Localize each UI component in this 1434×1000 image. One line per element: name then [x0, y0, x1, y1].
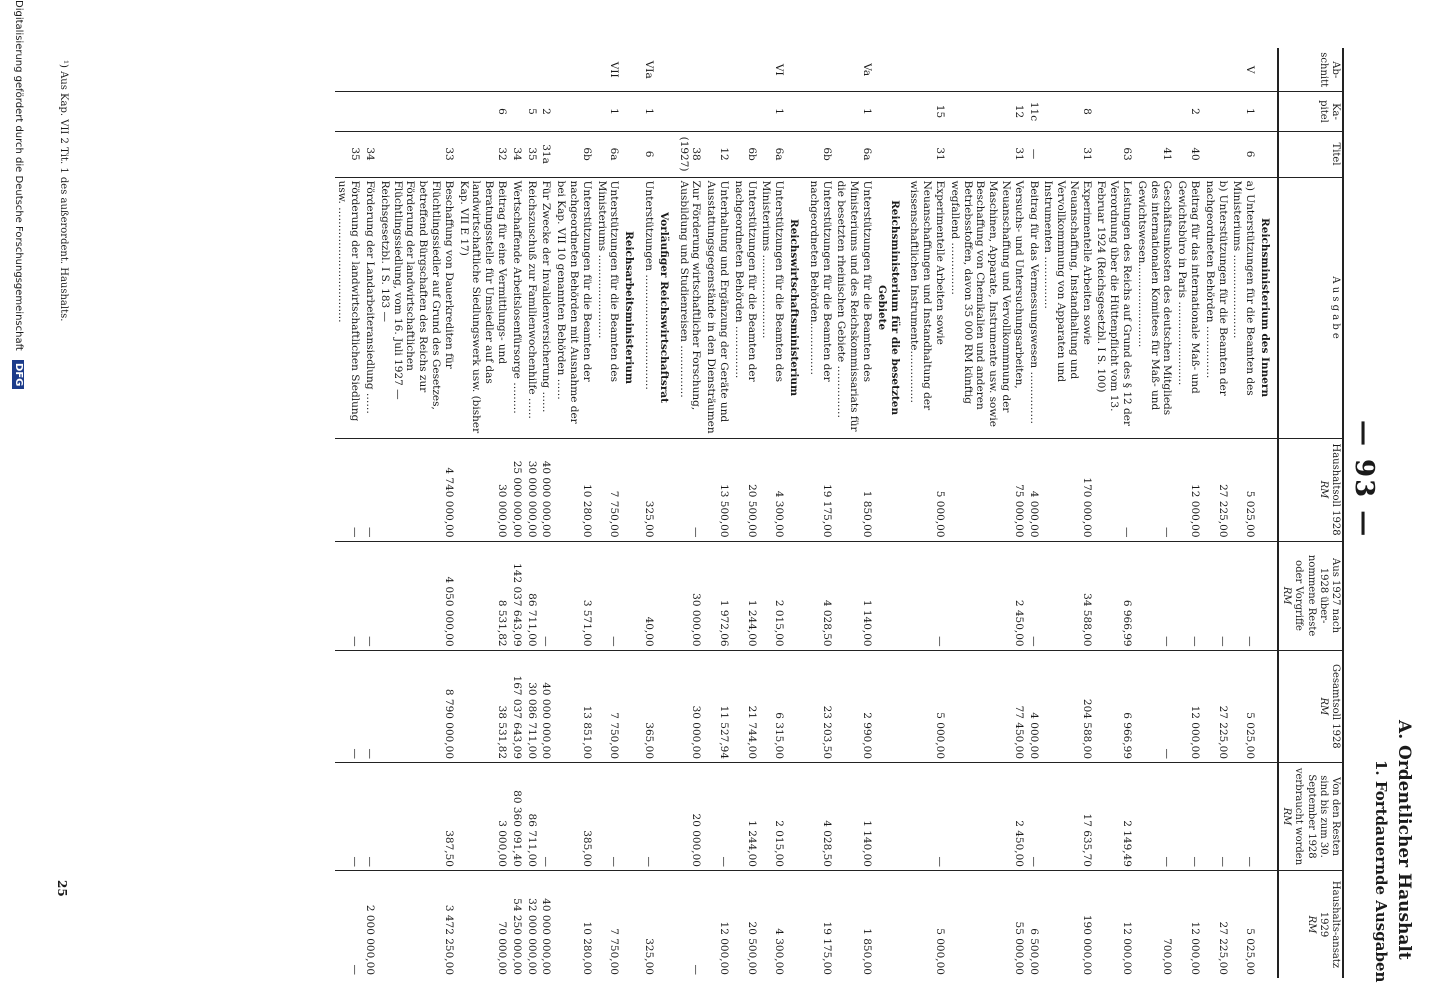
- abschnitt-cell: [947, 48, 1026, 92]
- gesamt-cell: 30 000,00: [676, 650, 704, 762]
- verbraucht-cell: 17 635,70: [1041, 763, 1094, 871]
- ausgabe-cell: Leistungen des Reichs auf Grund des § 12 der Verordnung über die Hüttenpflicht vom 13. Februar 1924 (Reichsgesetzbl. I S. 100): [1094, 177, 1134, 438]
- gesamt-cell: 5 000,00: [907, 650, 947, 762]
- titel-cell: 35: [524, 131, 539, 177]
- soll-1928-cell: 25 000 000,00: [509, 438, 524, 541]
- abschnitt-cell: [377, 48, 456, 92]
- table-row: [731, 48, 759, 978]
- gesamt-cell: 11 527,94: [703, 650, 731, 762]
- table-row: [1041, 48, 1094, 978]
- section-heading-row: [621, 48, 641, 978]
- page-title: A. Ordentlicher Haushalt: [1394, 720, 1414, 960]
- kapitel-cell: 2: [539, 92, 554, 131]
- abschnitt-cell: [1134, 48, 1174, 92]
- dfg-logo: DFG: [12, 360, 24, 389]
- ansatz-1929-cell: —: [335, 870, 363, 978]
- reste-cell: —: [1134, 541, 1174, 650]
- page-subtitle: 1. Fortdauernde Ausgaben: [1372, 760, 1390, 983]
- reste-cell: —: [335, 541, 363, 650]
- ausgabe-cell: Unterstützungen für die Beamten der nachgeordneten Behörden……………: [806, 177, 834, 438]
- ansatz-1929-cell: 10 280,00: [553, 870, 593, 978]
- footnote: ¹) Aus Kap. VII 2 Tit. 1 des außerordent. Haushalts.: [58, 60, 69, 322]
- ausgabe-cell: Reichszuschuß zur Familienwochenhilfe ……: [524, 177, 539, 438]
- ansatz-1929-cell: 6 500,00: [1026, 870, 1041, 978]
- page-signature: 25: [55, 880, 69, 897]
- section-heading: Reichsarbeitsministerium: [621, 177, 641, 438]
- abschnitt-cell: V: [1244, 65, 1257, 74]
- verbraucht-cell: 86 711,00: [524, 763, 539, 871]
- ausgabe-cell: Unterstützungen für die Beamten des Ministeriums und des Reichskommissariats für die besetzten rheinischen Gebiete ……………: [834, 177, 874, 438]
- abschnitt-cell: [1041, 48, 1094, 92]
- table-row: [377, 48, 456, 978]
- kapitel-cell: [806, 92, 834, 131]
- kapitel-cell: 2: [1174, 92, 1202, 131]
- table-row: [806, 48, 834, 978]
- gesamt-cell: 38 531,82: [456, 650, 509, 762]
- verbraucht-cell: —: [335, 763, 363, 871]
- titel-cell: 6: [1230, 131, 1258, 177]
- titel-cell: 6a: [834, 131, 874, 177]
- table-row: [539, 48, 554, 978]
- table-row: [1174, 48, 1202, 978]
- reste-cell: —: [594, 541, 622, 650]
- table-row: [456, 48, 509, 978]
- kapitel-cell: [1202, 92, 1230, 131]
- titel-cell: 6a: [759, 131, 787, 177]
- ausgabe-cell: Wertschaffende Arbeitslosenfürsorge ………: [509, 177, 524, 438]
- section-heading: Reichsministerium des Innern: [1257, 177, 1278, 438]
- kapitel-cell: [362, 92, 377, 131]
- verbraucht-cell: 1 140,00: [834, 763, 874, 871]
- titel-cell: 33: [377, 131, 456, 177]
- section-heading: Reichswirtschaftsministerium: [786, 177, 806, 438]
- verbraucht-cell: 2 450,00: [947, 763, 1026, 871]
- col-titel: Titel: [1278, 131, 1343, 177]
- table-row: [553, 48, 593, 978]
- ansatz-1929-cell: 32 000 000,00: [524, 870, 539, 978]
- col-ausgabe: A u s g a b e: [1278, 177, 1343, 438]
- ansatz-1929-cell: 20 500,00: [731, 870, 759, 978]
- kapitel-cell: 1: [834, 92, 874, 131]
- ansatz-1929-cell: 7 750,00: [594, 870, 622, 978]
- titel-cell: [1202, 131, 1230, 177]
- abschnitt-cell: VI: [773, 63, 786, 76]
- verbraucht-cell: —: [1026, 763, 1041, 871]
- verbraucht-cell: —: [641, 763, 656, 871]
- reste-cell: 34 588,00: [1041, 541, 1094, 650]
- abschnitt-cell: [539, 48, 554, 92]
- kapitel-cell: 8: [1041, 92, 1094, 131]
- section-heading-row: [874, 48, 907, 978]
- titel-cell: 63: [1094, 131, 1134, 177]
- gesamt-cell: 23 203,50: [806, 650, 834, 762]
- table-row: [509, 48, 524, 978]
- titel-cell: 6: [641, 131, 656, 177]
- soll-1928-cell: 1 850,00: [834, 438, 874, 541]
- titel-cell: 31a: [539, 131, 554, 177]
- col-reste: Aus 1927 nach 1928 über-nommene Reste oder Vorgriffe RM: [1278, 541, 1343, 650]
- soll-1928-cell: 4 000,00: [1026, 438, 1041, 541]
- verbraucht-cell: —: [362, 763, 377, 871]
- reste-cell: 6 966,99: [1094, 541, 1134, 650]
- abschnitt-cell: [362, 48, 377, 92]
- kapitel-cell: 15: [907, 92, 947, 131]
- table-row: [362, 48, 377, 978]
- soll-1928-cell: 7 750,00: [594, 438, 622, 541]
- gesamt-cell: 6 966,99: [1094, 650, 1134, 762]
- kapitel-cell: [335, 92, 363, 131]
- ausgabe-cell: Experimentelle Arbeiten sowie Neuanschaffung, Instandhaltung und Vervollkommnung von Apparaten und Instrumenten ……………: [1041, 177, 1094, 438]
- verbraucht-cell: —: [1230, 763, 1258, 871]
- ausgabe-cell: Unterstützungen für die Beamten des Ministeriums ……………………: [759, 177, 787, 438]
- soll-1928-cell: —: [335, 438, 363, 541]
- abschnitt-cell: [1026, 48, 1041, 92]
- ansatz-1929-cell: 5 025,00: [1230, 870, 1258, 978]
- ausgabe-cell: a) Unterstützungen für die Beamten des Ministeriums ……………………: [1230, 177, 1258, 438]
- titel-cell: —: [1026, 131, 1041, 177]
- reste-cell: 86 711,00: [524, 541, 539, 650]
- abschnitt-cell: [907, 48, 947, 92]
- abschnitt-cell: VII: [608, 61, 621, 78]
- ausgabe-cell: Beitrag für eine Vermittlungs- und Beratungsstelle für Umsiedler auf das landwirtschaftliche Siedlungswerk usw. (bisher Kap. VII E 17): [456, 177, 509, 438]
- reste-cell: —: [1174, 541, 1202, 650]
- section-heading-row: [786, 48, 806, 978]
- ausgabe-cell: Unterstützungen für die Beamten der nachgeordneten Behörden ……………: [731, 177, 759, 438]
- soll-1928-cell: 12 000,00: [1174, 438, 1202, 541]
- table-row: [834, 48, 874, 978]
- gesamt-cell: 4 000,00: [1026, 650, 1041, 762]
- reste-cell: —: [539, 541, 554, 650]
- abschnitt-cell: [553, 48, 593, 92]
- kapitel-cell: 1: [594, 92, 622, 131]
- table-row: [594, 48, 622, 978]
- table-row: [1026, 48, 1041, 978]
- verbraucht-cell: —: [703, 763, 731, 871]
- titel-cell: 34: [362, 131, 377, 177]
- abschnitt-cell: [676, 48, 704, 92]
- ansatz-1929-cell: 27 225,00: [1202, 870, 1230, 978]
- gesamt-cell: 204 588,00: [1041, 650, 1094, 762]
- table-row: [907, 48, 947, 978]
- abschnitt-cell: [1094, 48, 1134, 92]
- ausgabe-cell: Für Zwecke der Invalidenversicherung ……: [539, 177, 554, 438]
- titel-cell: 6b: [553, 131, 593, 177]
- table-row: [524, 48, 539, 978]
- soll-1928-cell: 4 300,00: [759, 438, 787, 541]
- soll-1928-cell: —: [362, 438, 377, 541]
- ausgabe-cell: Beschaffung von Dauerkrediten für Flüchtlingssiedler auf Grund des Gesetzes, betreffend Bürgschaften des Reichs zur Förderung der landwirtschaftlichen Flüchtlingssiedlung, vom 16. Juli 1927 — Reichsgesetzbl. I S. 183 —: [377, 177, 456, 438]
- soll-1928-cell: 4 740 000,00: [377, 438, 456, 541]
- abschnitt-cell: Va: [860, 63, 873, 77]
- reste-cell: 1 140,00: [834, 541, 874, 650]
- gesamt-cell: 30 086 711,00: [524, 650, 539, 762]
- kapitel-cell: 11c: [1026, 92, 1041, 131]
- soll-1928-cell: 19 175,00: [806, 438, 834, 541]
- gesamt-cell: 167 037 643,09: [509, 650, 524, 762]
- ansatz-1929-cell: 325,00: [641, 870, 656, 978]
- ausgabe-cell: Geschäftsunkosten des deutschen Mitglieds des internationalen Komitees für Maß- und Gewichtswesen……………………: [1134, 177, 1174, 438]
- soll-1928-cell: 20 500,00: [731, 438, 759, 541]
- section-heading: Reichsministerium für die besetzten Gebiete: [874, 177, 907, 438]
- verbraucht-cell: —: [1134, 763, 1174, 871]
- ausgabe-cell: Förderung der landwirtschaftlichen Siedlung usw. ……………………………: [335, 177, 363, 438]
- reste-cell: 3 571,00: [553, 541, 593, 650]
- gesamt-cell: 7 750,00: [594, 650, 622, 762]
- ansatz-1929-cell: 2 000 000,00: [362, 870, 377, 978]
- kapitel-cell: [703, 92, 731, 131]
- ansatz-1929-cell: 54 250 000,00: [509, 870, 524, 978]
- ausgabe-cell: Unterhaltung und Ergänzung der Geräte und Ausstattungsgegenstände in den Diensträumen: [703, 177, 731, 438]
- soll-1928-cell: —: [676, 438, 704, 541]
- ausgabe-cell: Unterstützungen für die Beamten des Ministeriums ……………………: [594, 177, 622, 438]
- ansatz-1929-cell: 12 000,00: [1174, 870, 1202, 978]
- table-row: [335, 48, 363, 978]
- verbraucht-cell: 387,50: [377, 763, 456, 871]
- col-gesamt: Gesamtsoll 1928 RM: [1278, 650, 1343, 762]
- section-heading-row: [656, 48, 676, 978]
- abschnitt-cell: [509, 48, 524, 92]
- ausgabe-cell: Beitrag für das internationale Maß- und Gewichtsbüro in Paris ……………………: [1174, 177, 1202, 438]
- abschnitt-cell: [806, 48, 834, 92]
- col-ansatz-1929: Haushalts-ansatz 1929 RM: [1278, 870, 1343, 978]
- ansatz-1929-cell: 5 000,00: [907, 870, 947, 978]
- gesamt-cell: 5 025,00: [1230, 650, 1258, 762]
- kapitel-cell: 1: [759, 92, 787, 131]
- abschnitt-cell: [335, 48, 363, 92]
- abschnitt-cell: [1202, 48, 1230, 92]
- verbraucht-cell: —: [594, 763, 622, 871]
- page-number: — 93 —: [1349, 420, 1379, 539]
- titel-cell: 31: [947, 131, 1026, 177]
- gesamt-cell: 8 790 000,00: [377, 650, 456, 762]
- titel-cell: 6b: [731, 131, 759, 177]
- verbraucht-cell: 2 149,49: [1094, 763, 1134, 871]
- gesamt-cell: 40 000 000,00: [539, 650, 554, 762]
- soll-1928-cell: 75 000,00: [947, 438, 1026, 541]
- verbraucht-cell: —: [539, 763, 554, 871]
- kapitel-cell: 12: [947, 92, 1026, 131]
- soll-1928-cell: 13 500,00: [703, 438, 731, 541]
- kapitel-cell: [377, 92, 456, 131]
- reste-cell: 142 037 643,09: [509, 541, 524, 650]
- soll-1928-cell: —: [1134, 438, 1174, 541]
- titel-cell: 40: [1174, 131, 1202, 177]
- titel-cell: 38 (1927): [676, 131, 704, 177]
- reste-cell: —: [362, 541, 377, 650]
- col-kapitel: Ka-pitel: [1278, 92, 1343, 131]
- ausgabe-cell: b) Unterstützungen für die Beamten der nachgeordneten Behörden ……………: [1202, 177, 1230, 438]
- soll-1928-cell: 5 000,00: [907, 438, 947, 541]
- reste-cell: 30 000,00: [676, 541, 704, 650]
- reste-cell: 1 244,00: [731, 541, 759, 650]
- titel-cell: 31: [907, 131, 947, 177]
- verbraucht-cell: 3 000,00: [456, 763, 509, 871]
- table-row: [641, 48, 656, 978]
- ausgabe-cell: Zur Förderung wirtschaftlicher Forschung, Ausbildung und Studienreisen ……………: [676, 177, 704, 438]
- reste-cell: 2 015,00: [759, 541, 787, 650]
- col-verbraucht: Von den Resten sind bis zum 30. September 1928 verbraucht worden RM: [1278, 763, 1343, 871]
- kapitel-cell: [1094, 92, 1134, 131]
- ansatz-1929-cell: —: [676, 870, 704, 978]
- reste-cell: —: [1202, 541, 1230, 650]
- col-abschnitt: Ab-schnitt: [1278, 48, 1343, 92]
- reste-cell: —: [907, 541, 947, 650]
- ansatz-1929-cell: 55 000,00: [947, 870, 1026, 978]
- gesamt-cell: 365,00: [641, 650, 656, 762]
- reste-cell: 4 028,50: [806, 541, 834, 650]
- side-credit-text: Digitalisierung gefördert durch die Deutsche Forschungsgemeinschaft: [13, 0, 24, 351]
- table-row: [1094, 48, 1134, 978]
- titel-cell: 41: [1134, 131, 1174, 177]
- soll-1928-cell: 10 280,00: [553, 438, 593, 541]
- gesamt-cell: 13 851,00: [553, 650, 593, 762]
- ausgabe-cell: Unterstützungen für die Beamten der nachgeordneten Behörden mit Ausnahme der bei Kap. VII 10 genannten Behörden ……: [553, 177, 593, 438]
- kapitel-cell: 1: [1230, 92, 1258, 131]
- table-row: [947, 48, 1026, 978]
- kapitel-cell: 1: [641, 92, 656, 131]
- table-row: [1230, 48, 1258, 978]
- gesamt-cell: —: [362, 650, 377, 762]
- verbraucht-cell: —: [1174, 763, 1202, 871]
- gesamt-cell: —: [1134, 650, 1174, 762]
- ansatz-1929-cell: 12 000,00: [1094, 870, 1134, 978]
- soll-1928-cell: 30 000 000,00: [524, 438, 539, 541]
- verbraucht-cell: 2 015,00: [759, 763, 787, 871]
- reste-cell: 4 050 000,00: [377, 541, 456, 650]
- section-heading: Vorläufiger Reichswirtschaftsrat: [656, 177, 676, 438]
- abschnitt-cell: [703, 48, 731, 92]
- verbraucht-cell: 1 244,00: [731, 763, 759, 871]
- reste-cell: 8 531,82: [456, 541, 509, 650]
- titel-cell: 34: [509, 131, 524, 177]
- verbraucht-cell: 20 000,00: [676, 763, 704, 871]
- gesamt-cell: 27 225,00: [1202, 650, 1230, 762]
- titel-cell: 12: [703, 131, 731, 177]
- titel-cell: 32: [456, 131, 509, 177]
- verbraucht-cell: —: [1202, 763, 1230, 871]
- kapitel-cell: [553, 92, 593, 131]
- reste-cell: 1 972,06: [703, 541, 731, 650]
- budget-table: [335, 48, 1344, 978]
- gesamt-cell: 6 315,00: [759, 650, 787, 762]
- abschnitt-cell: VIa: [643, 60, 655, 79]
- ausgabe-cell: Unterstützungen ……………………………: [641, 177, 656, 438]
- verbraucht-cell: 4 028,50: [806, 763, 834, 871]
- kapitel-cell: 5: [524, 92, 539, 131]
- soll-1928-cell: 5 025,00: [1230, 438, 1258, 541]
- ansatz-1929-cell: 19 175,00: [806, 870, 834, 978]
- reste-cell: —: [1230, 541, 1258, 650]
- soll-1928-cell: 27 225,00: [1202, 438, 1230, 541]
- gesamt-cell: 21 744,00: [731, 650, 759, 762]
- gesamt-cell: 12 000,00: [1174, 650, 1202, 762]
- gesamt-cell: —: [335, 650, 363, 762]
- ansatz-1929-cell: 1 850,00: [834, 870, 874, 978]
- soll-1928-cell: 30 000,00: [456, 438, 509, 541]
- table-header-row: [1278, 48, 1343, 978]
- table-row: [759, 48, 787, 978]
- ansatz-1929-cell: 700,00: [1134, 870, 1174, 978]
- ausgabe-cell: Beitrag für das Vermessungswesen ……………: [1026, 177, 1041, 438]
- abschnitt-cell: [456, 48, 509, 92]
- abschnitt-cell: [731, 48, 759, 92]
- verbraucht-cell: 80 360 091,40: [509, 763, 524, 871]
- ansatz-1929-cell: 12 000,00: [703, 870, 731, 978]
- ansatz-1929-cell: 70 000,00: [456, 870, 509, 978]
- titel-cell: 35: [335, 131, 363, 177]
- titel-cell: 31: [1041, 131, 1094, 177]
- ansatz-1929-cell: 40 000 000,00: [539, 870, 554, 978]
- table-row: [703, 48, 731, 978]
- ausgabe-cell: Versuchs- und Untersuchungsarbeiten, Neuanschaffung und Vervollkommnung der Maschinen, Apparate, Instrumente usw. sowie Beschaffung von Chemikalien und anderen Betriebsstoffen, davon 35 000 RM künftig wegfallend ……………: [947, 177, 1026, 438]
- soll-1928-cell: 325,00: [641, 438, 656, 541]
- soll-1928-cell: 170 000,00: [1041, 438, 1094, 541]
- titel-cell: 6a: [594, 131, 622, 177]
- col-soll-1928: Haushaltsoll 1928 RM: [1278, 438, 1343, 541]
- verbraucht-cell: 385,00: [553, 763, 593, 871]
- table-row: [1134, 48, 1174, 978]
- table-row: [676, 48, 704, 978]
- soll-1928-cell: 40 000 000,00: [539, 438, 554, 541]
- abschnitt-cell: [1174, 48, 1202, 92]
- reste-cell: 40,00: [641, 541, 656, 650]
- reste-cell: 2 450,00: [947, 541, 1026, 650]
- reste-cell: —: [1026, 541, 1041, 650]
- kapitel-cell: [676, 92, 704, 131]
- section-heading-row: [1257, 48, 1278, 978]
- ansatz-1929-cell: 190 000,00: [1041, 870, 1094, 978]
- table-row: [1202, 48, 1230, 978]
- verbraucht-cell: —: [907, 763, 947, 871]
- titel-cell: 6b: [806, 131, 834, 177]
- kapitel-cell: [1134, 92, 1174, 131]
- ausgabe-cell: Experimentelle Arbeiten sowie Neuanschaffungen und Instandhaltung der wissenschaftlichen Instrumente……………: [907, 177, 947, 438]
- gesamt-cell: 77 450,00: [947, 650, 1026, 762]
- kapitel-cell: [731, 92, 759, 131]
- ansatz-1929-cell: 4 300,00: [759, 870, 787, 978]
- kapitel-cell: 6: [456, 92, 509, 131]
- abschnitt-cell: [524, 48, 539, 92]
- ausgabe-cell: Förderung der Landarbeiteransiedlung ……: [362, 177, 377, 438]
- kapitel-cell: [509, 92, 524, 131]
- soll-1928-cell: —: [1094, 438, 1134, 541]
- gesamt-cell: 2 990,00: [834, 650, 874, 762]
- ansatz-1929-cell: 3 472 250,00: [377, 870, 456, 978]
- table-body: [335, 48, 1278, 978]
- side-credit: [12, 0, 24, 1000]
